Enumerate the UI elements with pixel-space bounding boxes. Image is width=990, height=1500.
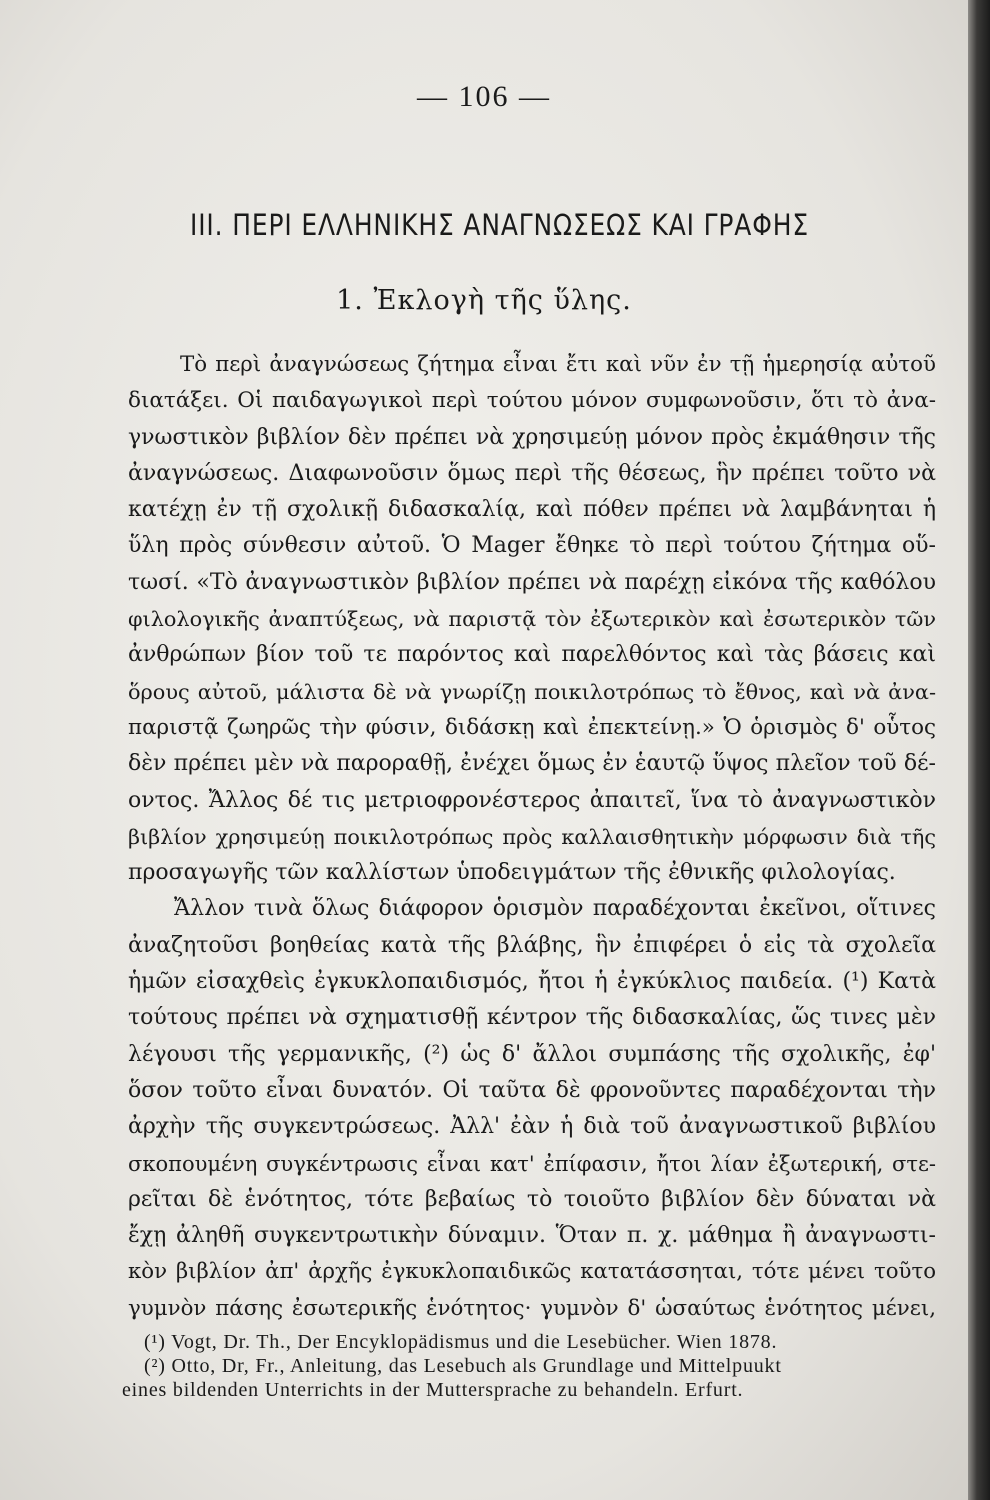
text-line: φιλολογικῆς ἀναπτύξεως, νὰ παριστᾷ τὸν ἐξωτερικὸν καὶ ἐσωτερικὸν τῶν (128, 607, 936, 632)
text-line: κὸν βιβλίον ἀπ' ἀρχῆς ἐγκυκλοπαιδικῶς κατατάσσηται, τότε μένει τοῦτο (128, 1259, 936, 1285)
text-line: γυμνὸν πάσης ἐσωτερικῆς ἑνότητος· γυμνὸν δ' ὡσαύτως ἑνότητος μένει, (128, 1295, 936, 1321)
footnotes (122, 1330, 922, 1402)
text-line: ὅσον τοῦτο εἶναι δυνατόν. Οἱ ταῦτα δὲ φρονοῦντες παραδέχονται τὴν (128, 1077, 936, 1103)
text-line: γνωστικὸν βιβλίον δὲν πρέπει νὰ χρησιμεύῃ μόνον πρὸς ἐκμάθησιν τῆς (128, 424, 936, 450)
section-title: 1. Ἐκλογὴ τῆς ὕλης. (336, 285, 632, 316)
text-line: ἔχῃ ἀληθῆ συγκεντρωτικὴν δύναμιν. Ὅταν π. χ. μάθημα ἢ ἀναγνωστι- (128, 1223, 936, 1249)
text-line: ἀναγνώσεως. Διαφωνοῦσιν ὅμως περὶ τῆς θέσεως, ἣν πρέπει τοῦτο νὰ (128, 460, 936, 486)
text-line: βιβλίον χρησιμεύῃ ποικιλοτρόπως πρὸς καλλαισθητικὴν μόρφωσιν διὰ τῆς (128, 824, 936, 849)
text-line: ἀναζητοῦσι βοηθείας κατὰ τῆς βλάβης, ἣν ἐπιφέρει ὁ εἰς τὰ σχολεῖα (128, 932, 936, 958)
text-line: οντος. Ἄλλος δέ τις μετριοφρονέστερος ἀπαιτεῖ, ἵνα τὸ ἀναγνωστικὸν (128, 787, 936, 813)
text-line: σκοπουμένη συγκέντρωσις εἶναι κατ' ἐπίφασιν, ἤτοι λίαν ἐξωτερική, στε- (128, 1150, 936, 1176)
text-line: τούτους πρέπει νὰ σχηματισθῇ κέντρον τῆς διδασκαλίας, ὥς τινες μὲν (128, 1005, 936, 1031)
text-line: λέγουσι τῆς γερμανικῆς, (²) ὡς δ' ἄλλοι συμπάσης τῆς σχολικῆς, ἐφ' (128, 1041, 936, 1067)
footnote-2-continuation: eines bildenden Unterrichts in der Muttersprache zu behandeln. Erfurt. (122, 1379, 744, 1401)
footnote-1: (¹) Vogt, Dr. Th., Der Encyklopädismus und die Lesebücher. Wien 1878. (144, 1331, 778, 1353)
text-line: ἡμῶν εἰσαχθεὶς ἐγκυκλοπαιδισμός, ἤτοι ἡ ἐγκύκλιος παιδεία. (¹) Κατὰ (128, 969, 936, 995)
text-line: παριστᾷ ζωηρῶς τὴν φύσιν, διδάσκῃ καὶ ἐπεκτείνῃ.» Ὁ ὁρισμὸς δ' οὗτος (128, 714, 936, 740)
text-line: Ἄλλον τινὰ ὅλως διάφορον ὁρισμὸν παραδέχονται ἐκεῖνοι, οἵτινες (174, 896, 936, 922)
text-line: κατέχῃ ἐν τῇ σχολικῇ διδασκαλίᾳ, καὶ πόθεν πρέπει νὰ λαμβάνηται ἡ (128, 497, 936, 523)
text-line: ὅρους αὐτοῦ, μάλιστα δὲ νὰ γνωρίζῃ ποικιλοτρόπως τὸ ἔθνος, καὶ νὰ ἀνα- (128, 679, 936, 704)
text-line: προσαγωγῆς τῶν καλλίστων ὑποδειγμάτων τῆς ἐθνικῆς φιλολογίας. (128, 860, 896, 886)
text-line: Τὸ περὶ ἀναγνώσεως ζήτημα εἶναι ἔτι καὶ νῦν ἐν τῇ ἡμερησίᾳ αὐτοῦ (180, 352, 936, 377)
chapter-title: III. ΠΕΡΙ ΕΛΛΗΝΙΚΗΣ ΑΝΑΓΝΩΣΕΩΣ ΚΑΙ ΓΡΑΦΗΣ (190, 208, 809, 242)
text-line: ἀνθρώπων βίον τοῦ τε παρόντος καὶ παρελθόντος καὶ τὰς βάσεις καὶ (128, 642, 936, 668)
text-line: ὕλη πρὸς σύνθεσιν αὐτοῦ. Ὁ Mager ἔθηκε τὸ περὶ τούτου ζήτημα οὕ- (128, 533, 936, 559)
text-line: ἀρχὴν τῆς συγκεντρώσεως. Ἀλλ' ἐὰν ἡ διὰ τοῦ ἀναγνωστικοῦ βιβλίου (128, 1114, 936, 1140)
text-line: τωσί. «Τὸ ἀναγνωστικὸν βιβλίον πρέπει νὰ παρέχῃ εἰκόνα τῆς καθόλου (128, 569, 936, 595)
text-line: διατάξει. Οἱ παιδαγωγικοὶ περὶ τούτου μόνον συμφωνοῦσιν, ὅτι τὸ ἀνα- (128, 388, 936, 414)
page-number: — 106 — (417, 80, 551, 113)
text-line: ρεῖται δὲ ἑνότητος, τότε βεβαίως τὸ τοιοῦτο βιβλίον δὲν δύναται νὰ (128, 1186, 936, 1212)
text-line: δὲν πρέπει μὲν νὰ παροραθῇ, ἐνέχει ὅμως ἐν ἑαυτῷ ὕψος πλεῖον τοῦ δέ- (128, 751, 936, 777)
footnote-2: (²) Otto, Dr, Fr., Anleitung, das Lesebuch als Grundlage und Mittelpuukt (144, 1355, 782, 1377)
book-spine-shadow (968, 0, 990, 1500)
body-text (128, 347, 936, 1327)
